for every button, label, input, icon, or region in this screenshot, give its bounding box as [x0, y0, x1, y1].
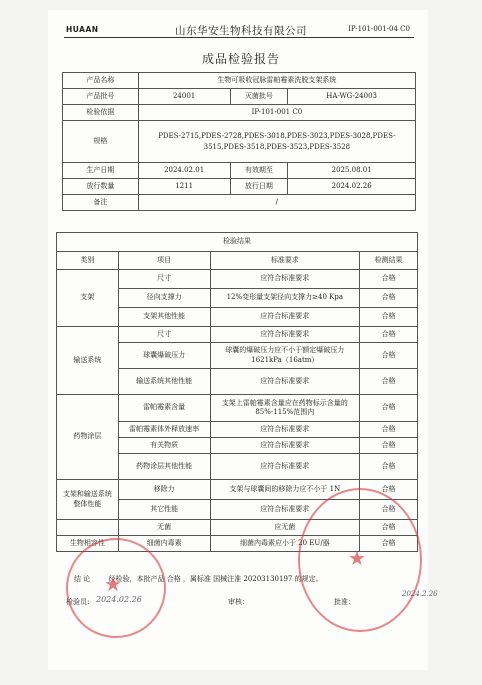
spec-label: 规格 [63, 121, 139, 163]
item-cell: 有关物质 [118, 438, 210, 454]
result-cell: 合格 [360, 480, 418, 500]
seal-star-icon: ★ [104, 572, 122, 596]
product-name-value: 生物可吸收冠脉雷帕霉素洗脱支架系统 [138, 73, 415, 89]
expiry-label: 有效期至 [230, 163, 288, 179]
result-cell: 合格 [360, 369, 418, 395]
category-cell: 生物相容性 [57, 536, 119, 552]
batch-label: 产品批号 [63, 89, 139, 105]
category-cell: 支架和输送系统整体性能 [57, 480, 119, 520]
item-cell: 径向支撑力 [118, 289, 210, 308]
item-cell: 无菌 [118, 520, 210, 536]
header-divider [64, 37, 414, 38]
requirement-cell: 应无菌 [210, 520, 360, 536]
release-qty-label: 放行数量 [63, 179, 139, 195]
result-cell: 合格 [360, 438, 418, 454]
prod-date-label: 生产日期 [63, 163, 139, 179]
result-cell: 合格 [360, 454, 418, 480]
col-header-requirement: 标准要求 [210, 252, 360, 270]
item-cell: 其它性能 [118, 500, 210, 520]
remark-value: / [138, 195, 415, 211]
requirement-cell: 应符合标准要求 [210, 500, 360, 520]
item-cell: 输送系统其他性能 [118, 369, 210, 395]
category-cell [57, 520, 119, 536]
requirement-cell: 支架上雷帕霉素含量应在药物标示含量的 85%-115%范围内 [210, 395, 360, 422]
company-name: 山东华安生物科技有限公司 [175, 25, 307, 37]
prod-date-value: 2024.02.01 [138, 163, 230, 179]
inspector-label: 检验员: [66, 598, 90, 606]
sterile-batch-value: HA-WG-24003 [288, 89, 416, 105]
brand-logo-text: HUAAN [66, 25, 99, 34]
result-cell: 合格 [360, 520, 418, 536]
item-cell: 雷帕霉素含量 [118, 395, 210, 422]
requirement-cell: 应符合标准要求 [210, 308, 360, 327]
approver-label: 批准： [334, 598, 355, 606]
item-cell: 支架其他性能 [118, 308, 210, 327]
page-title: 成品检验报告 [201, 52, 280, 66]
result-cell: 合格 [360, 500, 418, 520]
requirement-cell: 应符合标准要求 [210, 369, 360, 395]
remark-label: 备注 [63, 195, 139, 211]
spec-value: PDES-2715,PDES-2728,PDES-3018,PDES-3023,PDES-3028,PDES-3515,PDES-3518,PDES-3523,PDES-3528 [138, 121, 415, 163]
item-cell: 尺寸 [118, 327, 210, 343]
col-header-item: 项目 [118, 252, 210, 270]
item-cell: 雷帕霉素体外释放速率 [118, 422, 210, 438]
basis-label: 检验依据 [63, 105, 139, 121]
item-cell: 细菌内毒素 [118, 536, 210, 552]
result-cell: 合格 [360, 343, 418, 369]
result-cell: 合格 [360, 327, 418, 343]
requirement-cell: 应符合标准要求 [210, 438, 360, 454]
document-code: IP-101-001-04 C0 [348, 25, 410, 33]
product-info-table [62, 72, 416, 211]
item-cell: 尺寸 [118, 270, 210, 289]
col-header-result: 检测结果 [360, 252, 418, 270]
sterile-batch-label: 灭菌批号 [230, 89, 288, 105]
requirement-cell: 应符合标准要求 [210, 422, 360, 438]
reviewer-label: 审核： [228, 598, 249, 606]
requirement-cell: 支架与球囊间的移除力应不小于 1N [210, 480, 360, 500]
release-date-label: 放行日期 [230, 179, 288, 195]
requirement-cell: 应符合标准要求 [210, 454, 360, 480]
result-cell: 合格 [360, 308, 418, 327]
inspector-date: 2024.02.26 [96, 595, 142, 604]
requirement-cell: 细菌内毒素应小于 20 EU/器 [210, 536, 360, 552]
seal-star-icon: ★ [348, 546, 366, 570]
result-cell: 合格 [360, 289, 418, 308]
approver-date: 2024.2.26 [402, 590, 438, 598]
result-cell: 合格 [360, 270, 418, 289]
basis-value: IP-101-001 C0 [138, 105, 415, 121]
results-section-title: 检验结果 [57, 233, 418, 252]
requirement-cell: 12%变形量支架径向支撑力≥40 Kpa [210, 289, 360, 308]
requirement-cell: 应符合标准要求 [210, 327, 360, 343]
category-cell: 输送系统 [57, 327, 119, 395]
release-date-value: 2024.02.26 [288, 179, 416, 195]
category-cell: 支架 [57, 270, 119, 327]
expiry-value: 2025.08.01 [288, 163, 416, 179]
conclusion-label: 结 论 [74, 575, 91, 583]
batch-value: 24001 [138, 89, 230, 105]
result-cell: 合格 [360, 536, 418, 552]
item-cell: 药物涂层其他性能 [118, 454, 210, 480]
item-cell: 球囊爆破压力 [118, 343, 210, 369]
conclusion-text: 经检验，本批产品 合格 ，属标准 国械注准 20203130197 的规定。 [108, 575, 323, 583]
item-cell: 移除力 [118, 480, 210, 500]
result-cell: 合格 [360, 422, 418, 438]
col-header-category: 类别 [57, 252, 119, 270]
product-name-label: 产品名称 [63, 73, 139, 89]
release-qty-value: 1211 [138, 179, 230, 195]
requirement-cell: 球囊的爆破压力应不小于额定爆破压力 1621kPa（16atm） [210, 343, 360, 369]
requirement-cell: 应符合标准要求 [210, 270, 360, 289]
category-cell: 药物涂层 [57, 395, 119, 480]
result-cell: 合格 [360, 395, 418, 422]
